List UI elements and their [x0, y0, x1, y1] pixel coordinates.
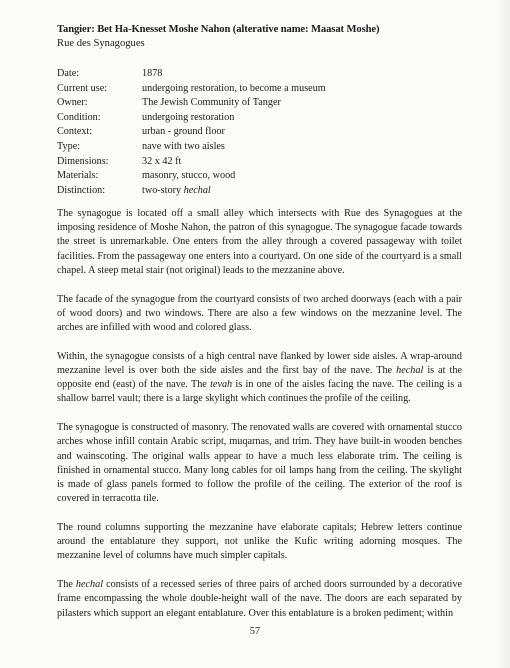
metadata-row-context	[57, 125, 377, 140]
metadata-label: Type:	[57, 140, 81, 152]
document-subtitle: Rue des Synagogues	[57, 38, 145, 49]
paragraph-text: The synagogue is constructed of masonry. The renovated walls are covered with ornamental stucco arches whose infill contain Arabic script, muqarnas, and trim. They have built-in wooden benches and wainscoting. The original walls appear to have a much less elaborate trim. The ceiling is finished in ornamental stucco. Many long cables for oil lamps hang from the ceiling. The skylight is made of glass panels formed to follow the profile of the ceiling. The exterior of the roof is covered in terracotta tile.	[57, 422, 462, 505]
scan-edge-shadow	[496, 0, 510, 668]
metadata-label: Condition:	[57, 111, 101, 123]
metadata-value: 1878	[142, 68, 163, 79]
metadata-row-date	[57, 67, 377, 82]
metadata-value: urban - ground floor	[142, 126, 225, 138]
metadata-value: undergoing restoration	[142, 111, 235, 123]
metadata-label: Context:	[57, 126, 93, 138]
metadata-row-dimensions	[57, 155, 377, 170]
metadata-label: Current use:	[57, 82, 108, 94]
paragraph	[57, 421, 462, 506]
metadata-value: 32 x 42 ft	[142, 155, 182, 167]
paragraph-text: consists of a recessed series of three pairs of arched doors surrounded by a decorative frame encompassing the whole double-height wall of the nave. The doors are each separated by pilasters which support an elegant entablature. Over this entablature is a broken pediment; within	[57, 579, 463, 619]
metadata-value: undergoing restoration, to become a museum	[142, 82, 326, 94]
metadata-value-emphasis: hechal	[183, 184, 211, 196]
metadata-label: Date:	[57, 68, 80, 79]
metadata-row-type	[57, 140, 377, 155]
paragraph-text: The facade of the synagogue from the courtyard consists of two arched doorways (each with a pair of wood doors) and two windows. There are also a few windows on the mezzanine level. The arches are infilled with wood and colored glass.	[57, 293, 462, 334]
paragraph-text: Within, the synagogue consists of a high central nave flanked by lower side aisles. A wrap-around mezzanine level is over both the side aisles and the first bay of the nave. The	[57, 350, 462, 377]
paragraph	[57, 521, 462, 564]
paragraph-emphasis: hechal	[75, 579, 104, 591]
body-text	[57, 207, 462, 635]
metadata-row-condition	[57, 111, 377, 126]
metadata-row-owner	[57, 96, 377, 111]
metadata-label: Materials:	[57, 170, 99, 182]
metadata-row-materials	[57, 169, 377, 184]
paragraph	[57, 207, 462, 278]
page-number: 57	[249, 626, 261, 637]
metadata-value	[142, 184, 377, 199]
metadata-value-text: two-story	[142, 184, 184, 196]
metadata-row-distinction	[57, 184, 377, 199]
paragraph-text: is at the opposite end (east) of the nave. The	[57, 365, 462, 391]
metadata-value: nave with two aisles	[142, 140, 225, 152]
paragraph	[57, 578, 462, 621]
document-title: Tangier: Bet Ha-Knesset Moshe Nahon (alterative name: Maasat Moshe)	[57, 24, 380, 35]
paragraph-text: The	[57, 579, 76, 591]
metadata-row-current-use	[57, 82, 377, 97]
metadata-table	[57, 67, 377, 198]
paragraph-text: The synagogue is located off a small alley which intersects with Rue des Synagogues at the imposing residence of Moshe Nahon, the patron of this synagogue. The synagogue facade towards the street is unremarkable. One enters from the alley through a covered passageway with toilet facilities. From the passageway one enters into a courtyard. On one side of the courtyard is a small chapel. A steep metal stair (not original) leads to the mezzanine above.	[57, 208, 462, 276]
paragraph-text: is in one of the aisles facing the nave. The ceiling is a shallow barrel vault; there is a large skylight which continues the profile of the ceiling.	[57, 379, 462, 405]
paragraph-emphasis: hechal	[396, 365, 424, 377]
paragraph-emphasis: tevah	[210, 379, 233, 391]
metadata-value: The Jewish Community of Tanger	[142, 97, 281, 109]
paragraph	[57, 350, 462, 407]
metadata-label: Distinction:	[57, 184, 106, 196]
metadata-label: Owner:	[57, 97, 88, 109]
paragraph	[57, 293, 462, 336]
metadata-value: masonry, stucco, wood	[142, 170, 236, 182]
paragraph-text: The round columns supporting the mezzanine have elaborate capitals; Hebrew letters continue around the entablature they support, not unlike the Kufic writing adorning mosques. The mezzanine level of columns have much simpler capitals.	[57, 522, 462, 562]
metadata-label: Dimensions:	[57, 155, 109, 167]
